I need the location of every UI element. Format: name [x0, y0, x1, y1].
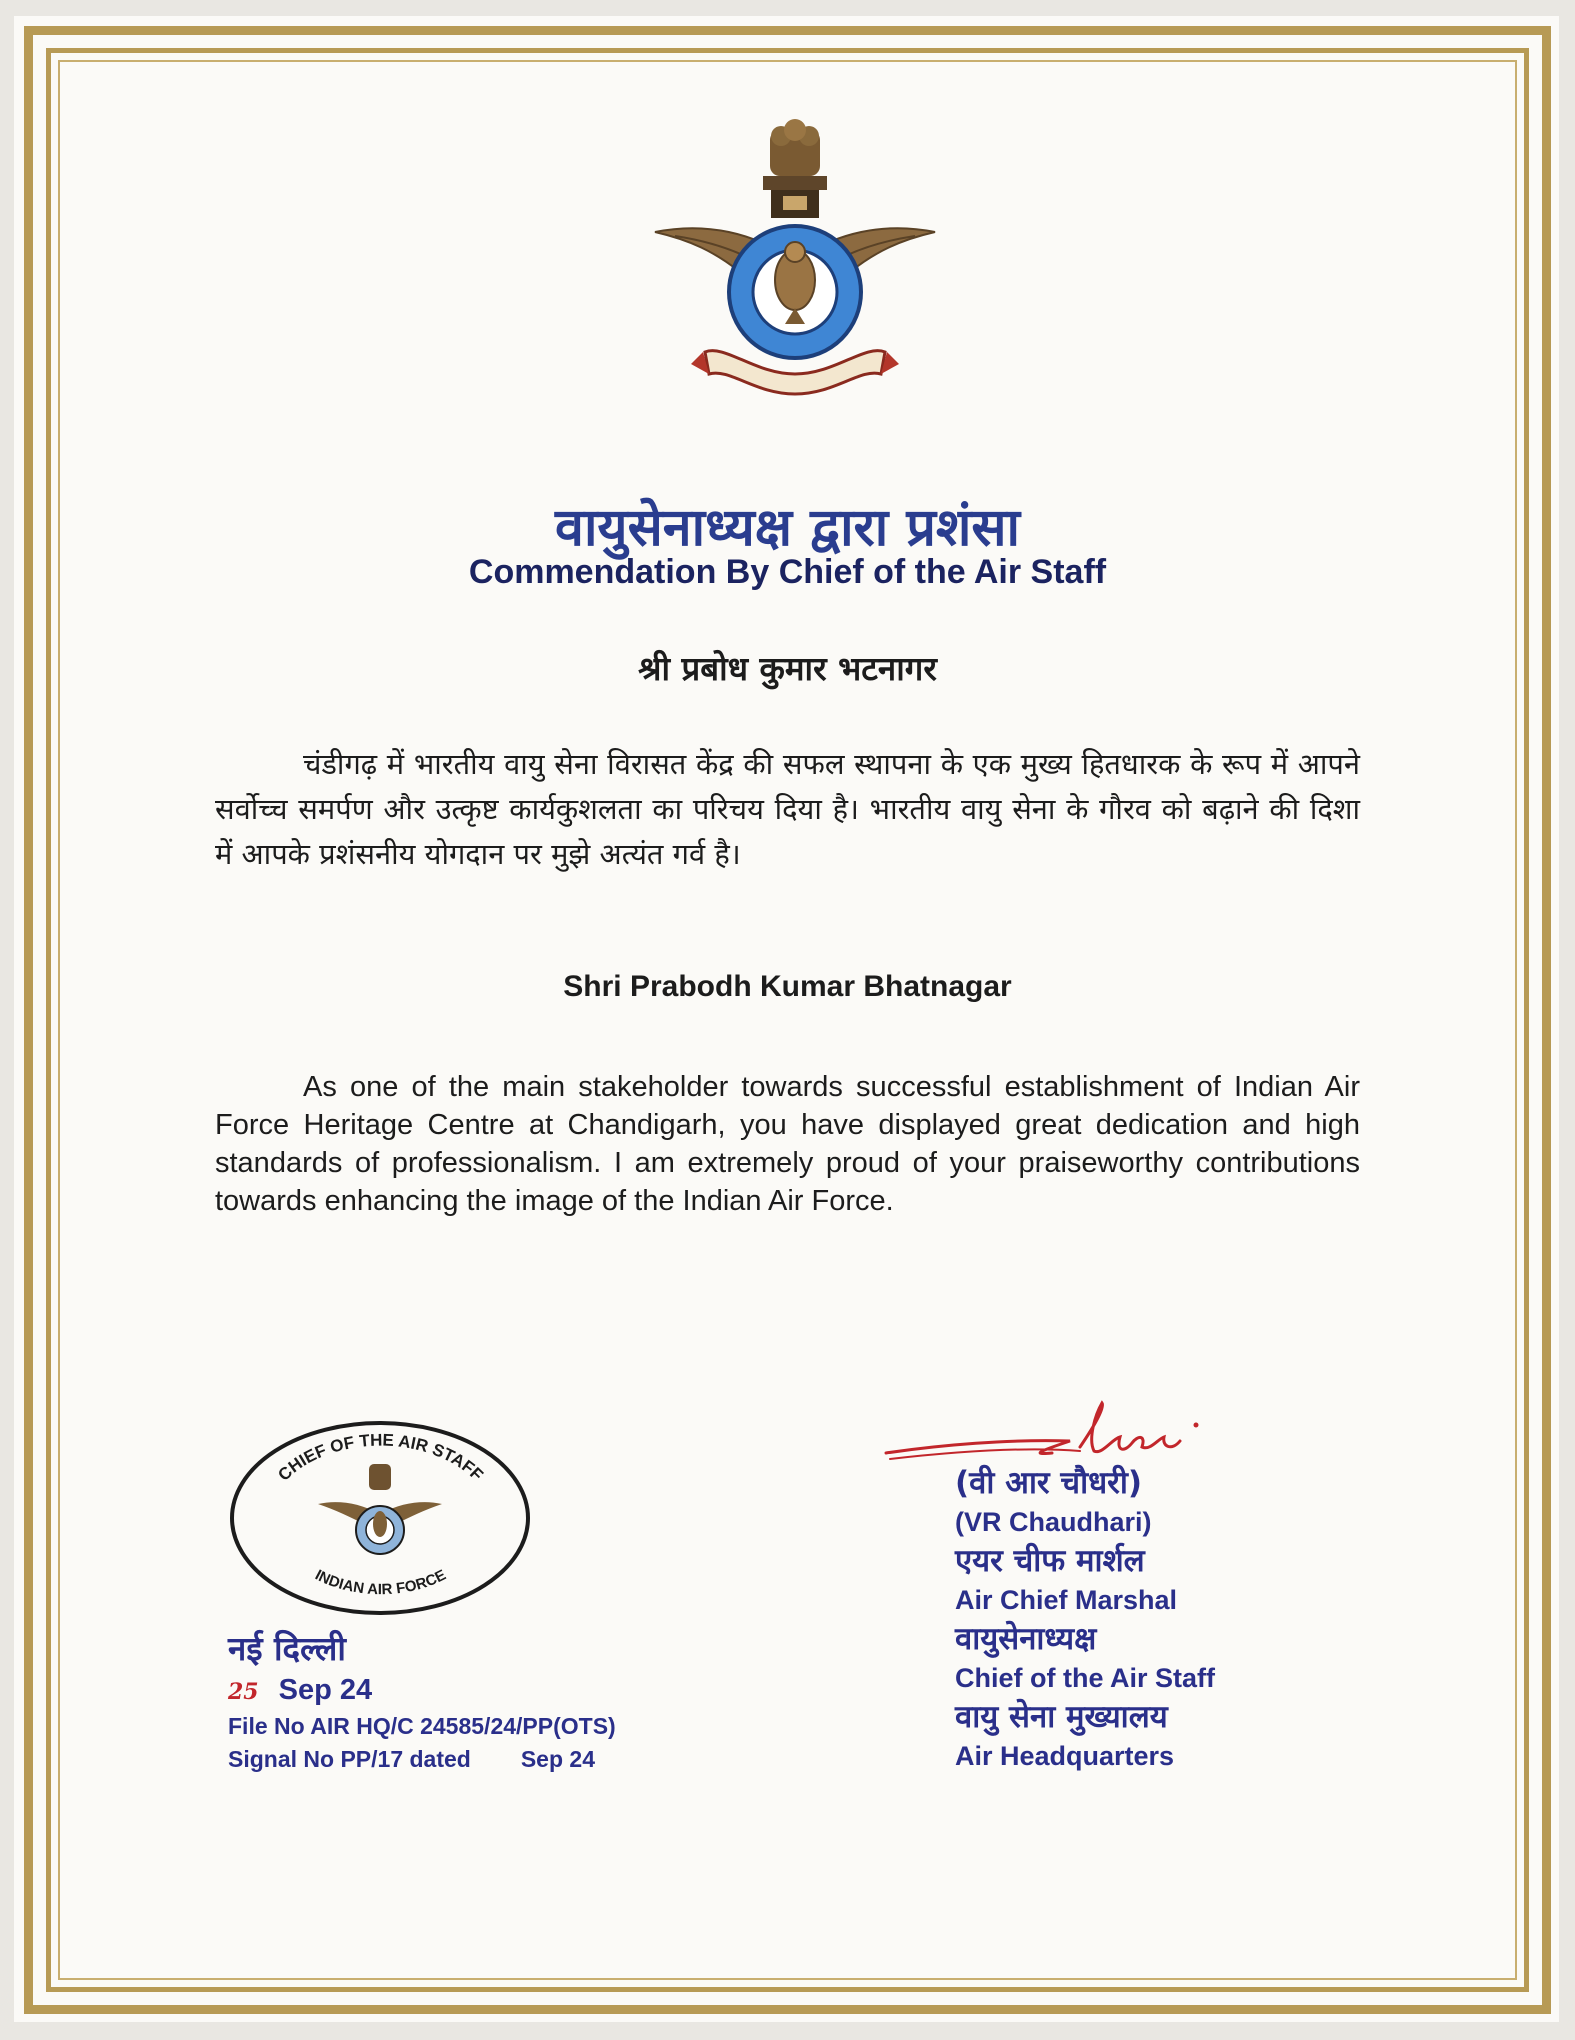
commendation-body-hindi: चंडीगढ़ में भारतीय वायु सेना विरासत केंद्र की सफल स्थापना के एक मुख्य हितधारक के रूप में आपने सर्वोच्च समर्पण और उत्कृष्ट कार्यकुशलता का परिचय दिया है। भारतीय वायु सेना के गौरव को बढ़ाने की दिशा में आपके प्रशंसनीय योगदान पर मुझे अत्यंत गर्व है।: [215, 747, 1360, 871]
signatory-name-english: (VR Chaudhari): [955, 1507, 1152, 1537]
file-number: File No AIR HQ/C 24585/24/PP(OTS): [228, 1713, 616, 1739]
signatory-post-english: Chief of the Air Staff: [955, 1663, 1215, 1693]
seal-bottom-text: INDIAN AIR FORCE: [312, 1566, 449, 1599]
commendation-body-english: As one of the main stakeholder towards successful establishment of Indian Air Force Heritage Centre at Chandigarh, you have displayed great dedication and high standards of professionalism. I am extremely proud of your praiseworthy contributions towards enhancing the image of the Indian Air Force.: [215, 1071, 1360, 1217]
seal-top-text: CHIEF OF THE AIR STAFF: [274, 1430, 487, 1485]
recipient-name-english: Shri Prabodh Kumar Bhatnagar: [563, 970, 1012, 1003]
svg-text:INDIAN AIR FORCE: [312, 1566, 449, 1598]
chief-of-air-staff-seal: [228, 1418, 533, 1618]
signal-number-line: [228, 1746, 616, 1773]
signatory-office-hindi: वायु सेना मुख्यालय: [955, 1699, 1168, 1735]
signatory-block: [955, 1463, 1215, 1775]
seal-crest-icon: [318, 1464, 442, 1554]
iaf-crest-emblem: [645, 112, 945, 412]
title-english: Commendation By Chief of the Air Staff: [468, 553, 1107, 591]
issue-details: [228, 1625, 616, 1773]
issue-place: नई दिल्ली: [228, 1629, 346, 1668]
signal-date: Sep 24: [520, 1746, 595, 1772]
signal-number: Signal No PP/17 dated: [228, 1746, 471, 1772]
signatory-name-hindi: (वी आर चौधरी): [955, 1465, 1143, 1501]
recipient-name-hindi: श्री प्रबोध कुमार भटनागर: [638, 649, 937, 688]
signatory-rank-english: Air Chief Marshal: [955, 1585, 1178, 1615]
handwritten-day: 25: [228, 1679, 259, 1705]
signatory-rank-hindi: एयर चीफ मार्शल: [955, 1543, 1145, 1579]
signatory-office-english: Air Headquarters: [955, 1741, 1175, 1771]
issue-date-line: [228, 1674, 616, 1707]
title-hindi: वायुसेनाध्यक्ष द्वारा प्रशंसा: [555, 498, 1020, 558]
issue-date: Sep 24: [278, 1674, 373, 1706]
signatory-post-hindi: वायुसेनाध्यक्ष: [955, 1621, 1097, 1657]
